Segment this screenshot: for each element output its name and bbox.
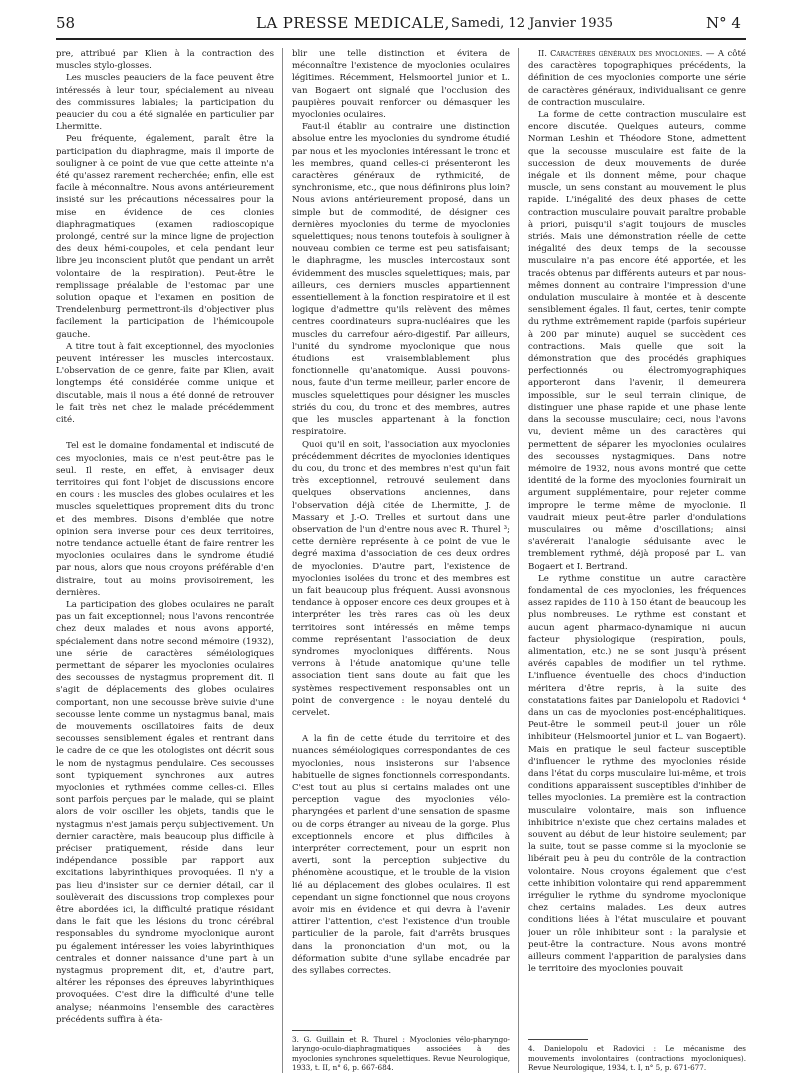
column-2 xyxy=(292,48,510,1073)
issue-date: Samedi, 12 Janvier 1935 xyxy=(451,16,614,31)
page-number: 58 xyxy=(56,14,76,32)
column-body xyxy=(528,48,746,975)
paragraph: Quoi qu'il en soit, l'association aux myoclonies précédemment décrites de myoclonies identiques du cou, du tronc et des membres n'est qu'un fait très exceptionnel, retrouvé seulement dans quelques observations anciennes, dans l'observation déjà citée de Lhermitte, J. de Massary et J.-O. Trelles et surtout dans une observation de l'un d'entre nous avec R. Thurel ³; cette dernière représente à ce point de vue le degré maxima d'association de ces deux ordres de myoclonies. D'autre part, l'existence de myoclonies isolées du tronc et des membres est un fait beaucoup plus fréquent. Aussi avonsnous tendance à opposer encore ces deux groupes et à interpréter les très rares cas où les deux territoires sont intéressés en même temps comme représentant l'association de deux syndromes myocloniques différents. Nous verrons à l'étude anatomique qu'une telle association tient sans doute au fait que les systèmes respectivement responsables ont un point de convergence : le noyau dentelé du cervelet. xyxy=(292,439,510,718)
paragraph: Le rythme constitue un autre caractère fondamental de ces myoclonies, les fréquences assez rapides de 110 à 150 étant de beaucoup les plus nombreuses. Le rythme est constant et aucun agent pharmaco-dynamique ni aucun facteur physiologique (respiration, pouls, alimentation, etc.) ne se sont jusqu'à présent avérés capables de modifier un tel rythme. L'influence éventuelle des chocs d'induction méritera d'être repris, à la suite des constatations faites par Danielopolu et Radovici ⁴ dans un cas de myoclonies post-encéphalitiques. Peut-être le sommeil peut-il jouer un rôle inhibiteur (Helsmoortel junior et L. van Bogaert). Mais en pratique le seul facteur susceptible d'influencer le rythme des myoclonies réside dans l'état du corps musculaire lui-même, et trois conditions apparaissent susceptibles d'inhiber de telles myoclonies. La première est la contraction musculaire volontaire, mais son influence inhibitrice n'existe que chez certains malades et souvent au début de leur histoire seulement; par la suite, tout se passe comme si la myoclonie se libérait peu à peu du contrôle de la contraction volontaire. Nous croyons également que c'est cette inhibition volontaire qui rend apparemment irrégulier le rythme du syndrome myoclonique chez certains malades. Les deux autres conditions liées à l'état musculaire et pouvant jouer un rôle inhibiteur sont : la paralysie et peut-être la contracture. Nous avons montré ailleurs comment l'apparition de paralysies dans le territoire des myoclonies pouvait xyxy=(528,573,746,975)
column-3 xyxy=(528,48,746,1073)
section-gap xyxy=(292,719,510,733)
column-1 xyxy=(56,48,274,1073)
paragraph-text: — A côté des caractères topographiques précédents, la définition de ces myoclonies comporte une série de caractères généraux, individualisant ce genre de contraction musculaire. xyxy=(528,49,746,108)
paragraph: Tel est le domaine fondamental et indiscuté de ces myoclonies, mais ce n'est peut-être pas le seul. Il reste, en effet, à envisager deux territoires qui font l'objet de discussions encore en cours : les muscles des globes oculaires et les muscles squelettiques proprement dits du tronc et des membres. Disons d'emblée que notre opinion sera inverse pour ces deux territoires, notre tendance actuelle étant de faire rentrer les myoclonies oculaires dans le syndrome étudié par nous, alors que nous croyons préférable d'en distraire, tout au moins provisoirement, les dernières. xyxy=(56,441,274,598)
running-header xyxy=(56,14,746,36)
paragraph: La forme de cette contraction musculaire est encore discutée. Quelques auteurs, comme Norman Leshin et Théodore Stone, admettent que la secousse musculaire est faite de la succession de deux mouvements de durée inégale et ils donnent même, pour chaque muscle, un sens constant au mouvement le plus rapide. L'inégalité des deux phases de cette contraction musculaire pouvait paraître probable à priori, puisqu'il s'agit toujours de muscles striés. Mais une démonstration réelle de cette inégalité des deux temps de la secousse musculaire n'a pas encore été apportée, et les tracés obtenus par différents auteurs et par nous-mêmes donnent au contraire l'impression d'une ondulation musculaire à montée et à descente sensiblement égales. Il faut, certes, tenir compte du rythme extrêmement rapide (parfois supérieur à 200 par minute) auquel se succèdent ces contractions. Mais quelle que soit la démonstration que des procédés graphiques perfectionnés ou électromyographiques apporteront dans l'avenir, il demeurera impossible, sur le seul terrain clinique, de distinguer une phase rapide et une phase lente dans la secousse musculaire; ceci, nous l'avons vu, devient même un des caractères qui permettent de séparer les myoclonies oculaires des secousses nystagmiques. Dans notre mémoire de 1932, nous avons montré que cette identité de la forme des myoclonies fournirait un argument supplémentaire, pour rejeter comme impropre le terme même de myoclonie. Il vaudrait mieux peut-être parler d'ondulations musculaires ou même d'oscillations; ainsi s'avérerait l'analogie séduisante avec le tremblement rythmé, déjà proposé par L. van Bogaert et I. Bertrand. xyxy=(528,110,746,572)
section-heading: II. Caractères généraux des myoclonies. xyxy=(538,49,703,58)
paragraph: A la fin de cette étude du territoire et des nuances séméiologiques correspondantes de ces myoclonies, nous insisterons sur l'absence habituelle de signes fonctionnels correspondants. C'est tout au plus si certains malades ont une perception vague des myoclonies vélo-pharyngées et parlent d'une sensation de spasme ou de corps étranger au niveau de la gorge. Plus exceptionnels encore et plus difficiles à interpréter correctement, pour un esprit non averti, sont la perception subjective du phénomène acoustique, et le trouble de la vision lié au déplacement des globes oculaires. Il est cependant un signe fonctionnel que nous croyons avoir mis en évidence et qui devra à l'avenir attirer l'attention, c'est l'existence d'un trouble particulier de la parole, fait d'arrêts brusques dans la prononciation d'un mot, ou la déformation subite d'une syllabe encadrée par des syllabes correctes. xyxy=(292,734,510,977)
column-divider xyxy=(518,48,519,1073)
footnote-rule xyxy=(292,1030,352,1031)
header-rule xyxy=(56,38,746,40)
paragraph: pre, attribué par Klien à la contraction des muscles stylo-glosses. xyxy=(56,49,274,72)
section-gap xyxy=(56,426,274,440)
issue-number: N° 4 xyxy=(706,14,741,32)
paragraph: Faut-il établir au contraire une distinction absolue entre les myoclonies du syndrome étudié par nous et les myoclonies intéressant le tronc et les membres, quand celles-ci présenteront les caractères généraux de rythmicité, de synchronisme, etc., que nous définirons plus loin? Nous avions antérieurement proposé, dans un simple but de commodité, de désigner ces dernières myoclonies du terme de myoclonies squelettiques; nous tenons toutefois à souligner à nouveau combien ce terme est peu satisfaisant; le diaphragme, les muscles intercostaux sont évidemment des muscles squelettiques; mais, par ailleurs, ces derniers muscles appartiennent essentiellement à la fonction respiratoire et il est logique d'admettre qu'ils relèvent des mêmes centres coordinateurs supra-nucléaires que les muscles du carrefour aéro-digestif. Par ailleurs, l'unité du syndrome myoclonique que nous étudions est vraisemblablement plus fonctionnelle qu'anatomique. Aussi pouvons-nous, faute d'un terme meilleur, parler encore de muscles squelettiques pour désigner les muscles striés du cou, du tronc et des membres, autres que les muscles appartenant à la fonction respiratoire. xyxy=(292,122,510,438)
paragraph: A titre tout à fait exceptionnel, des myoclonies peuvent intéresser les muscles intercostaux. L'observation de ce genre, faite par Klien, avait longtemps été considérée comme unique et discutable, mais il nous a été donné de retrouver le fait très net chez le malade précédemment cité. xyxy=(56,341,274,426)
paragraph: Peu fréquente, également, paraît être la participation du diaphragme, mais il importe de souligner à ce point de vue que cette atteinte n'a été qu'assez rarement recherchée; enfin, elle est facile à méconnaître. Nous avons antérieurement insisté sur les précautions nécessaires pour la mise en évidence de ces clonies diaphragmatiques (examen radioscopique prolongé, centré sur la mince ligne de projection des deux hémi-coupoles, et cela pendant leur libre jeu inconscient plutôt que pendant un arrêt volontaire de la respiration). Peut-être le remplissage préalable de l'estomac par une solution opaque et l'examen en position de Trendelenburg permettront-ils d'objectiver plus facilement la participation de l'hémicoupole gauche. xyxy=(56,134,274,340)
footnote: 3. G. Guillain et R. Thurel : Myoclonies vélo-pharyngo-laryngo-oculo-diaphragmatiques associées à des myoclonies synchrones squelettiques. Revue Neurologique, 1933, t. II, n° 6, p. 667-684. xyxy=(292,1034,510,1073)
article-columns xyxy=(56,48,746,1078)
paragraph: Les muscles peauciers de la face peuvent être intéressés à leur tour, spécialement au niveau des commissures labiales; la participation du peaucier du cou a été signalée en particulier par Lhermitte. xyxy=(56,73,274,133)
journal-title: LA PRESSE MEDICALE, xyxy=(256,14,450,32)
footnote-rule xyxy=(528,1039,588,1040)
paragraph: La participation des globes oculaires ne paraît pas un fait exceptionnel; nous l'avons rencontrée chez deux malades et nous avons apporté, spécialement dans notre second mémoire (1932), une série de caractères séméiologiques permettant de séparer les myoclonies oculaires des secousses de nystagmus proprement dit. Il s'agit de déplacements des globes oculaires comportant, non une secousse brève suivie d'une secousse lente comme un nystagmus banal, mais de mouvements oscillatoires faits de deux secousses sensiblement égales et rentrant dans le cadre de ce que les otologistes ont décrit sous le nom de nystagmus pendulaire. Ces secousses sont typiquement synchrones aux autres myoclonies et rythmées comme celles-ci. Elles sont parfois perçues par le malade, qui se plaint alors de voir osciller les objets, tandis que le nystagmus n'est jamais perçu subjectivement. Un dernier caractère, mais beaucoup plus difficile à préciser pratiquement, réside dans leur indépendance possible par rapport aux excitations labyrinthiques provoquées. Il n'y a pas lieu d'insister sur ce dernier détail, car il soulèverait des discussions trop complexes pour être abordées ici, la difficulté pratique résidant dans le fait que les lésions du tronc cérébral responsables du syndrome myoclonique auront pu également intéresser les voies labyrinthiques centrales et donner naissance d'une part à un nystagmus proprement dit, et, d'autre part, altérer les réponses des épreuves labyrinthiques provoquées. C'est dire la difficulté d'une telle analyse; néanmoins l'ensemble des caractères précédents suffira à éta- xyxy=(56,599,274,1025)
column-divider xyxy=(282,48,283,1073)
footnote: 4. Danielopolu et Radovici : Le mécanisme des mouvements involontaires (contractions myocloniques). Revue Neurologique, 1934, t. I, n° 5, p. 671-677. xyxy=(528,1044,746,1073)
paragraph: blir une telle distinction et évitera de méconnaître l'existence de myoclonies oculaires légitimes. Récemment, Helsmoortel junior et L. van Bogaert ont signalé que l'occlusion des paupières pouvait renforcer ou démasquer les myoclonies oculaires. xyxy=(292,49,510,121)
footnote-area xyxy=(292,1022,510,1073)
column-body xyxy=(292,48,510,977)
section-heading-paragraph xyxy=(528,48,746,109)
footnote-area xyxy=(528,1031,746,1073)
